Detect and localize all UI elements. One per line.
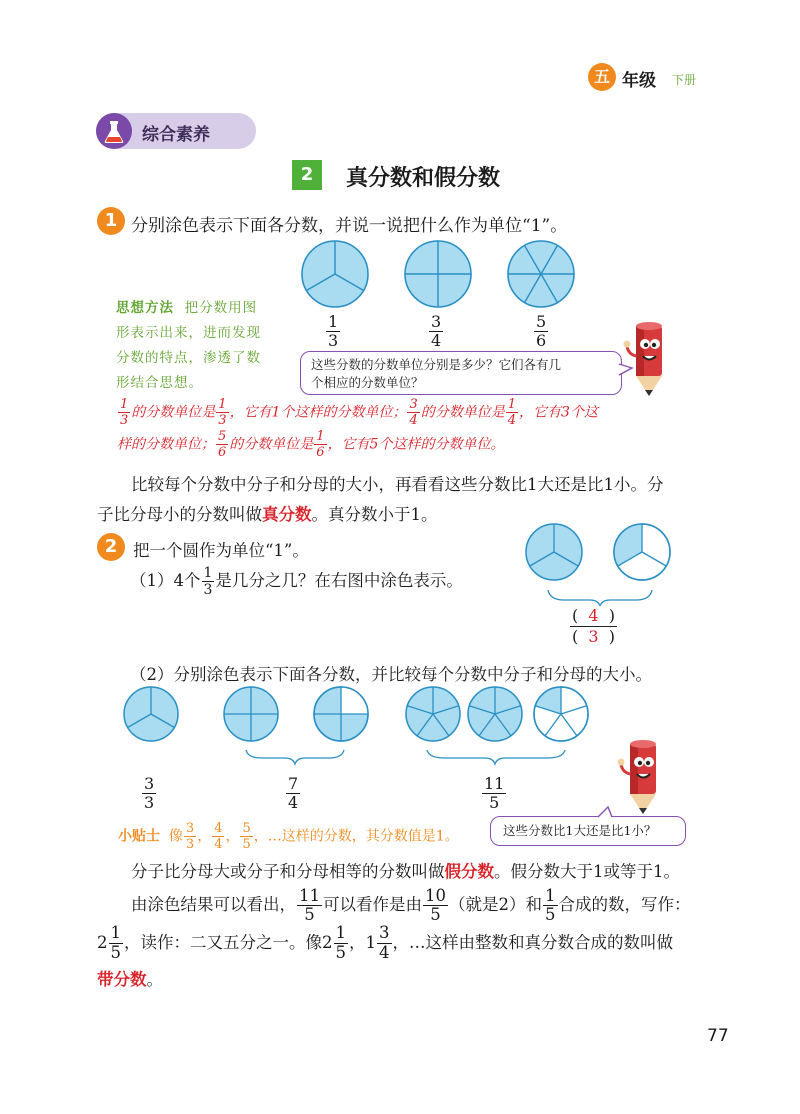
- circle-3-4: [314, 687, 368, 741]
- circle-5-5-a: [406, 687, 460, 741]
- circle-quarters: [405, 241, 471, 307]
- question-2-part-1: （1）4个 $\frac{1}{3}$ 是几分之几？在右图中涂色表示。: [130, 565, 463, 598]
- answer-line-1: $\frac{1}{3}$ 的分数单位是 $\frac{1}{3}$ ，它有1个这样的分数单位； $\frac{3}{4}$ 的分数单位是 $\frac{1}{4}$ ，它有3个这: [120, 397, 598, 428]
- tip-title: 小贴士: [118, 828, 160, 845]
- fraction: $\frac{3}{3}$: [185, 821, 195, 852]
- question-2-intro: 把一个圆作为单位“1”。: [133, 541, 309, 560]
- thinking-title: 思想方法: [116, 300, 174, 316]
- fraction: $\frac{5}{6}$: [218, 429, 227, 460]
- pencil-mascot-icon: [616, 738, 670, 818]
- bubble-2-tail: [596, 806, 616, 818]
- circle-full-thirds: [526, 524, 582, 580]
- fraction: $\frac{10}{5}$: [425, 885, 446, 924]
- q2-part1-circles: [520, 522, 700, 606]
- pencil-mascot-icon: [622, 320, 676, 400]
- fraction: $\frac{11}{5}$: [299, 885, 320, 924]
- fraction: $\frac{1}{4}$: [507, 397, 517, 428]
- paragraph-improper-fraction: 分子比分母大或分子和分母相等的分数叫做假分数。假分数大于1或等于1。: [131, 862, 680, 881]
- fraction: $\frac{1}{5}$: [335, 923, 346, 962]
- term-improper-fraction: 假分数: [444, 862, 494, 881]
- fraction: $\frac{3}{4}$: [379, 923, 390, 962]
- fraction: $\frac{3}{4}$: [409, 397, 418, 428]
- paragraph-proper-fraction: 比较每个分数中分子和分母的大小，再看看这些分数比1大还是比1小。分 子比分母小的分数叫做真分数。真分数小于1。: [97, 475, 664, 524]
- paragraph-mixed-number: 由涂色结果可以看出， $\frac{11}{5}$ 可以看作是由 $\frac{10}{5}$ （就是2）和 $\frac{1}{5}$ 合成的数，写作： 2 $\frac{1}{5}$ ，读作：二又五分之一。像2 $\frac{1}{5}$ ，1 $\frac{3}{4}$ ，…这样由整数和真分数合成的数叫做 带分数。: [97, 885, 691, 989]
- thinking-note: 思想方法 把分数用图 形表示出来，进而发现 分数的特点，渗透了数 形结合思想。: [116, 300, 261, 391]
- grade-char: 五: [593, 67, 610, 86]
- lesson-title: 真分数和假分数: [346, 166, 501, 191]
- page-number: 77: [707, 1026, 729, 1046]
- q1-fraction-1: $\frac{1}{3}$: [328, 312, 339, 350]
- section-badge: [96, 113, 256, 149]
- fraction: $\frac{5}{5}$: [242, 821, 251, 852]
- term-proper-fraction: 真分数: [262, 505, 312, 524]
- question-2-part-2: （2）分别涂色表示下面各分数，并比较每个分数中分子和分母的大小。: [130, 665, 652, 684]
- volume-label: 下册: [672, 73, 697, 87]
- circle-3-3: [124, 687, 178, 741]
- q2-part2-circles: [115, 684, 605, 774]
- circle-5-5-b: [468, 687, 522, 741]
- fraction: $\frac{1}{3}$: [218, 397, 227, 428]
- fraction: $\frac{1}{6}$: [316, 429, 325, 460]
- circle-1-5: [534, 687, 588, 741]
- q2-answer-fraction: ( 4 ) ( 3 ): [572, 606, 616, 646]
- answer-line-2: 样的分数单位； $\frac{5}{6}$ 的分数单位是 $\frac{1}{6}$ ，它有5个这样的分数单位。: [117, 429, 505, 460]
- lesson-number: 2: [292, 160, 322, 190]
- question-number-1: 1: [97, 207, 125, 235]
- tip-note: 小贴士 像 $\frac{3}{3}$ ， $\frac{4}{4}$ ， $\frac{5}{5}$ ，…这样的分数，其分数值是1。: [118, 821, 459, 852]
- speech-bubble-2: 这些分数比1大还是比1小？: [490, 816, 686, 846]
- fraction: $\frac{1}{5}$: [545, 885, 556, 924]
- fraction: $\frac{4}{4}$: [214, 821, 223, 852]
- q2-fraction-2: $\frac{7}{4}$: [288, 774, 299, 812]
- grade-badge: [588, 63, 616, 91]
- speech-bubble-1: 这些分数的分数单位分别是多少？它们各有几 个相应的分数单位？: [300, 351, 622, 395]
- fraction: $\frac{1}{5}$: [110, 923, 121, 962]
- circle-4-4: [224, 687, 278, 741]
- circle-sixths: [508, 241, 574, 307]
- q1-fraction-3: $\frac{5}{6}$: [536, 312, 547, 350]
- circle-one-third: [614, 524, 670, 580]
- fraction: $\frac{1}{3}$: [120, 397, 129, 428]
- q2-fraction-1: $\frac{3}{3}$: [144, 774, 155, 812]
- q1-fraction-2: $\frac{3}{4}$: [431, 312, 442, 350]
- question-number-2: 2: [97, 533, 125, 561]
- grade-label: 年级: [622, 71, 656, 91]
- flask-icon: [96, 113, 132, 149]
- fraction: $\frac{1}{3}$: [203, 565, 213, 598]
- question-1-text: 分别涂色表示下面各分数，并说一说把什么作为单位“1”。: [131, 216, 568, 236]
- term-mixed-number: 带分数: [97, 970, 147, 989]
- section-title: 综合素养: [142, 125, 210, 145]
- q1-circles: [295, 238, 585, 310]
- q2-fraction-3: $\frac{11}{5}$: [484, 774, 505, 812]
- circle-thirds: [302, 241, 368, 307]
